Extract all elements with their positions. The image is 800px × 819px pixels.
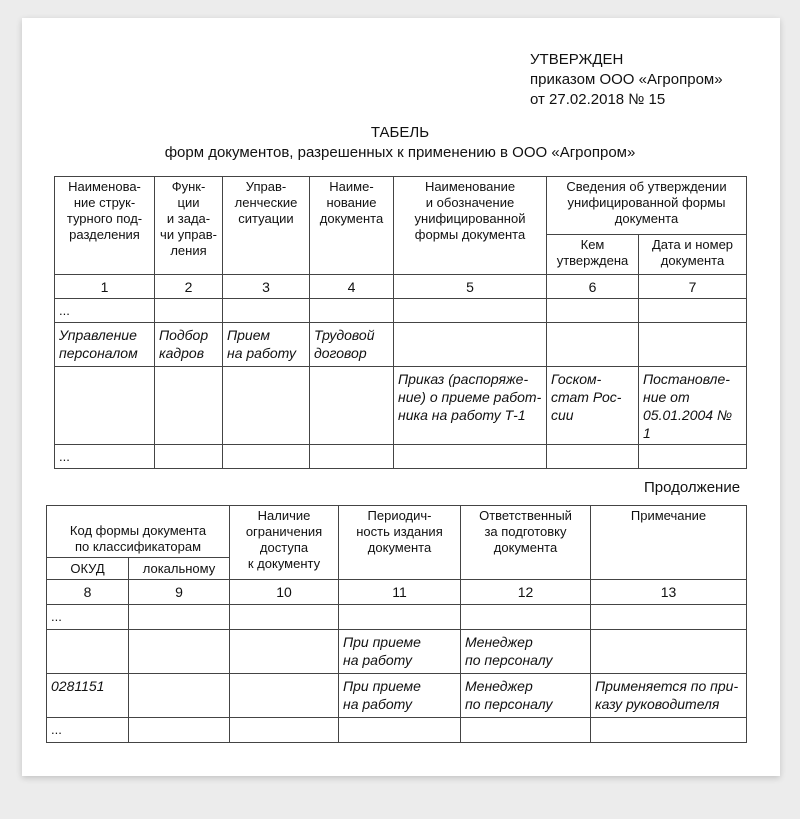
- column-number: 11: [339, 580, 461, 605]
- column-number: 13: [591, 580, 747, 605]
- column-number: 1: [55, 275, 155, 299]
- table-row: [55, 275, 747, 299]
- header-unified-form: Наименование и обозначение унифицированной формы документа: [394, 177, 547, 275]
- column-number: 4: [310, 275, 394, 299]
- approval-stamp: [530, 50, 770, 110]
- cell-situation: Прием на работу: [223, 323, 310, 367]
- header-date-number: Дата и номер документа: [639, 235, 747, 275]
- header-situations: Управ- ленческие ситуации: [223, 177, 310, 275]
- forms-table-part1: [54, 176, 747, 469]
- header-access-restriction: Наличие ограничения доступа к документу: [230, 506, 339, 580]
- header-document-name: Наиме- нование документа: [310, 177, 394, 275]
- approval-date: от 27.02.2018 № 15: [530, 91, 666, 108]
- cell-date-number: Постановле- ние от 05.01.2004 № 1: [639, 367, 747, 445]
- document-subtitle: форм документов, разрешенных к применению в ООО «Агропром»: [164, 144, 636, 161]
- header-note: Примечание: [591, 506, 747, 580]
- approval-title: УТВЕРЖДЕН: [530, 51, 624, 68]
- cell-function: Подбор кадров: [155, 323, 223, 367]
- column-number: 6: [547, 275, 639, 299]
- column-number: 12: [461, 580, 591, 605]
- cell-approved-by: Госком- стат Рос- сии: [547, 367, 639, 445]
- header-approved-by: Кем утверждена: [547, 235, 639, 275]
- cell-periodicity: При приеме на работу: [339, 674, 461, 718]
- header-periodicity: Периодич- ность издания документа: [339, 506, 461, 580]
- table-row: [47, 674, 747, 718]
- table-row: [47, 580, 747, 605]
- column-number: 5: [394, 275, 547, 299]
- ellipsis-cell: ...: [55, 445, 155, 469]
- document-title: ТАБЕЛЬ: [370, 124, 430, 141]
- cell-note: Применяется по при- казу руководителя: [591, 674, 747, 718]
- approval-order: приказом ООО «Агропром»: [530, 71, 723, 88]
- column-number: 3: [223, 275, 310, 299]
- column-number: 2: [155, 275, 223, 299]
- table-row: [47, 605, 747, 630]
- header-classifier-code: Код формы документа по классификаторам: [47, 506, 230, 558]
- ellipsis-cell: ...: [55, 299, 155, 323]
- header-functions: Функ- ции и зада- чи управ- ления: [155, 177, 223, 275]
- cell-unified-form: Приказ (распоряже- ние) о приеме работ- ника на работу Т-1: [394, 367, 547, 445]
- forms-table-part2: [46, 505, 747, 743]
- column-number: 8: [47, 580, 129, 605]
- header-structural-unit: Наименова- ние струк- турного под- разделения: [55, 177, 155, 275]
- ellipsis-cell: ...: [47, 605, 129, 630]
- column-number: 9: [129, 580, 230, 605]
- continuation-label: Продолжение: [644, 479, 741, 496]
- header-local: локальному: [129, 558, 230, 580]
- table-row: [47, 630, 747, 674]
- header-approval-info: Сведения об утверждении унифицированной формы документа: [547, 177, 747, 235]
- cell-unit: Управление персоналом: [55, 323, 155, 367]
- cell-responsible: Менеджер по персоналу: [461, 674, 591, 718]
- ellipsis-cell: ...: [47, 718, 129, 743]
- table-row: [55, 323, 747, 367]
- cell-responsible: Менеджер по персоналу: [461, 630, 591, 674]
- table-row: [55, 299, 747, 323]
- cell-periodicity: При приеме на работу: [339, 630, 461, 674]
- header-responsible: Ответственный за подготовку документа: [461, 506, 591, 580]
- cell-okud-code: 0281151: [47, 674, 129, 718]
- cell-document: Трудовой договор: [310, 323, 394, 367]
- table-row: [55, 445, 747, 469]
- column-number: 7: [639, 275, 747, 299]
- header-okud: ОКУД: [47, 558, 129, 580]
- table-row: [47, 718, 747, 743]
- table-row: [55, 367, 747, 445]
- column-number: 10: [230, 580, 339, 605]
